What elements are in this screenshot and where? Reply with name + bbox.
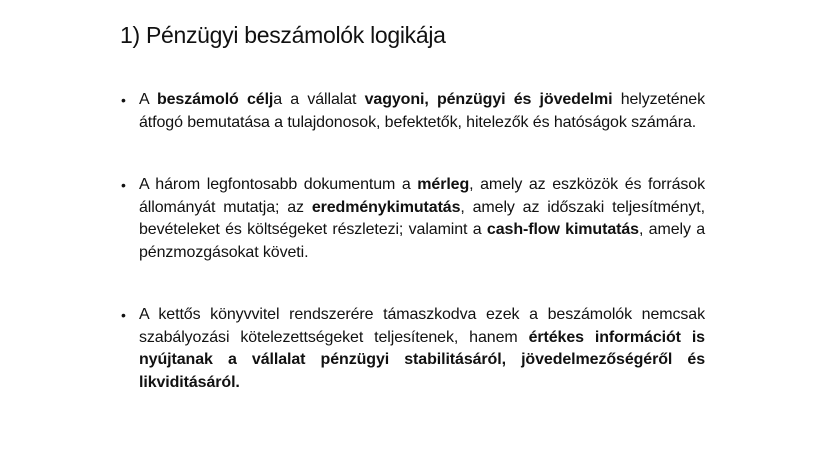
bullet-bold-segment: eredménykimutatás	[311, 198, 461, 216]
bullet-bold-segment: vagyoni, pénzügyi és jövedelmi	[364, 91, 613, 108]
bullet-text-segment: , amely az időszaki teljesítményt, bevételeket és költségeket részletezi; valamint a	[139, 198, 705, 238]
bullet-bold-segment: értékes információt is nyújtanak a vállalat pénzügyi stabilitásáról, jövedelmezőségéről és likviditásáról.	[139, 328, 705, 391]
bullet-bold-segment: beszámoló célj	[156, 91, 274, 108]
bullet-dot-icon: •	[121, 92, 126, 108]
bullet-bold-segment: cash-flow kimutatás	[486, 221, 639, 238]
bullet-bold-segment: mérleg	[417, 176, 470, 193]
slide-title: 1) Pénzügyi beszámolók logikája	[120, 22, 446, 48]
bullet-double-entry	[120, 304, 705, 394]
bullet-documents	[120, 174, 705, 264]
bullet-text-segment: A	[139, 91, 157, 108]
bullet-text-segment: , amely az eszközök és források állományát mutatja; az	[139, 176, 705, 216]
bullet-text-segment: A három legfontosabb dokumentum a	[139, 176, 418, 193]
bullet-text-segment: helyzetének átfogó bemutatása a tulajdonosok, befektetők, hitelezők és hatóságok számára.	[139, 91, 706, 131]
bullet-text-segment: , amely a pénzmozgásokat követi.	[139, 221, 706, 261]
bullet-text-segment: a a vállalat	[273, 91, 365, 108]
bullet-purpose	[120, 89, 705, 134]
bullet-dot-icon: •	[121, 177, 126, 193]
bullet-dot-icon: •	[121, 307, 126, 323]
bullet-list	[120, 89, 705, 394]
bullet-text-segment: A kettős könyvvitel rendszerére támaszkodva ezek a beszámolók nemcsak szabályozási kötelezettségeket teljesítenek, hanem	[139, 306, 705, 346]
